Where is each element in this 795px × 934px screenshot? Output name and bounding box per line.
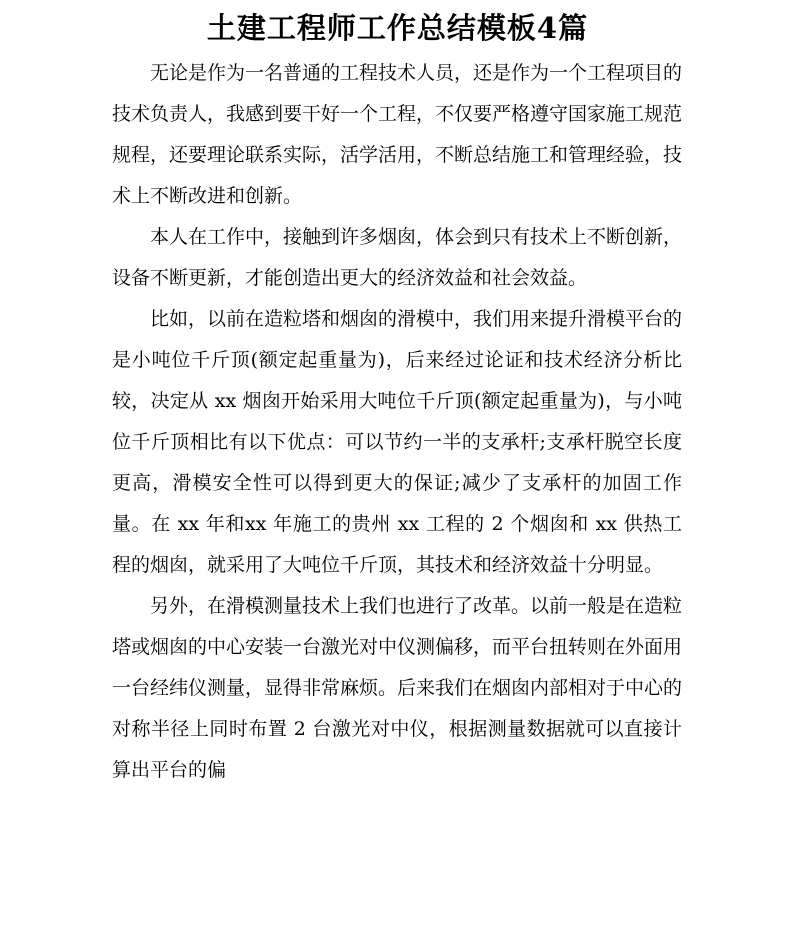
paragraph: 无论是作为一名普通的工程技术人员，还是作为一个工程项目的技术负责人，我感到要干好一个工程，不仅要严格遵守国家施工规范规程，还要理论联系实际，活学活用，不断总结施工和管理经验，技术上不断改进和创新。 (112, 62, 683, 207)
document-body (112, 53, 682, 791)
paragraph: 比如，以前在造粒塔和烟囱的滑模中，我们用来提升滑模平台的是小吨位千斤顶(额定起重量为)，后来经过论证和技术经济分析比较，决定从 xx 烟囱开始采用大吨位千斤顶(额定起重量为)，与小吨位千斤顶相比有以下优点：可以节约一半的支承杆;支承杆脱空长度更高，滑模安全性可以得到更大的保证;减少了支承杆的加固工作量。在 xx 年和xx 年施工的贵州 xx 工程的 2 个烟囱和 xx 供热工程的烟囱，就采用了大吨位千斤顶，其技术和经济效益十分明显。 (112, 308, 683, 576)
document-title: 土建工程师工作总结模板4篇 (206, 11, 589, 45)
paragraph: 另外，在滑模测量技术上我们也进行了改革。以前一般是在造粒塔或烟囱的中心安装一台激光对中仪测偏移，而平台扭转则在外面用一台经纬仪测量，显得非常麻烦。后来我们在烟囱内部相对于中心的对称半径上同时布置 2 台激光对中仪，根据测量数据就可以直接计算出平台的偏 (112, 595, 683, 781)
paragraph: 本人在工作中，接触到许多烟囱，体会到只有技术上不断创新，设备不断更新，才能创造出更大的经济效益和社会效益。 (112, 226, 683, 289)
